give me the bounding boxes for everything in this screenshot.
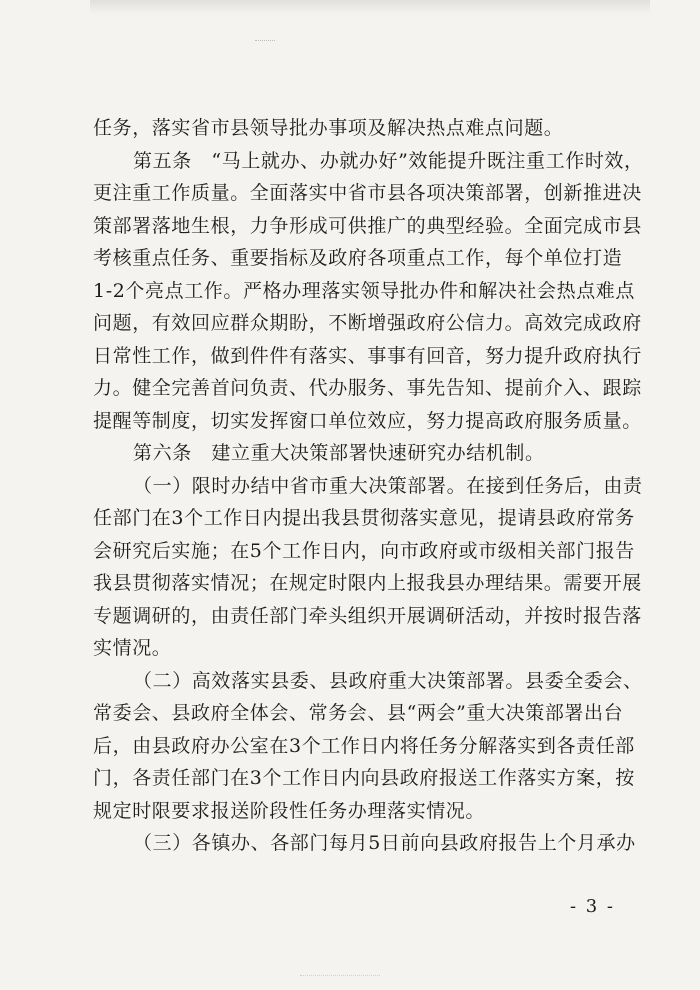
text-line: 考核重点任务、重要指标及政府各项重点工作，每个单位打造 bbox=[93, 247, 623, 269]
text-line: 我县贯彻落实情况；在规定时限内上报我县办理结果。需要开展 bbox=[93, 572, 642, 594]
text-line: 日常性工作，做到件件有落实、事事有回音，努力提升政府执行 bbox=[93, 344, 642, 367]
clause-3-line: （三）各镇办、各部门每月5日前向县政府报告上个月承办 bbox=[133, 832, 636, 854]
text-line: 任务，落实省市县领导批办事项及解决热点难点问题。 bbox=[93, 117, 564, 139]
scan-artifact bbox=[255, 40, 275, 47]
text-line: 问题，有效回应群众期盼，不断增强政府公信力。高效完成政府 bbox=[93, 312, 642, 334]
scan-edge-shadow bbox=[90, 0, 650, 14]
text-line: 门，各责任部门在3个工作日内向县政府报送工作落实方案，按 bbox=[93, 767, 635, 789]
text-line: 实情况。 bbox=[93, 637, 172, 659]
text-line: 1-2个亮点工作。严格办理落实领导批办件和解决社会热点难点 bbox=[93, 279, 635, 302]
clause-1-line: （一）限时办结中省市重大决策部署。在接到任务后，由责 bbox=[133, 474, 643, 497]
text-line: 更注重工作质量。全面落实中省市县各项决策部署，创新推进决 bbox=[93, 182, 642, 204]
article-5-heading-line: 第五条 “马上就办、办就办好”效能提升既注重工作时效， bbox=[133, 149, 644, 172]
text-line: 规定时限要求报送阶段性任务办理落实情况。 bbox=[93, 799, 486, 822]
article-6-heading-line: 第六条 建立重大决策部署快速研究办结机制。 bbox=[133, 442, 545, 464]
document-body bbox=[93, 112, 644, 860]
scan-artifact bbox=[300, 975, 380, 980]
page-number: - 3 - bbox=[569, 896, 615, 917]
text-line: 后，由县政府办公室在3个工作日内将任务分解落实到各责任部 bbox=[93, 734, 635, 757]
clause-2-line: （二）高效落实县委、县政府重大决策部署。县委全委会、 bbox=[133, 669, 643, 692]
text-line: 力。健全完善首问负责、代办服务、事先告知、提前介入、跟踪 bbox=[93, 377, 642, 399]
text-line: 会研究后实施；在5个工作日内，向市政府或市级相关部门报告 bbox=[93, 539, 635, 562]
text-line: 提醒等制度，切实发挥窗口单位效应，努力提高政府服务质量。 bbox=[93, 409, 642, 432]
text-line: 专题调研的，由责任部门牵头组织开展调研活动，并按时报告落 bbox=[93, 604, 642, 627]
text-line: 常委会、县政府全体会、常务会、县“两会”重大决策部署出台 bbox=[93, 702, 624, 724]
text-line: 策部署落地生根，力争形成可供推广的典型经验。全面完成市县 bbox=[93, 214, 642, 237]
text-line: 任部门在3个工作日内提出我县贯彻落实意见，提请县政府常务 bbox=[93, 507, 635, 529]
